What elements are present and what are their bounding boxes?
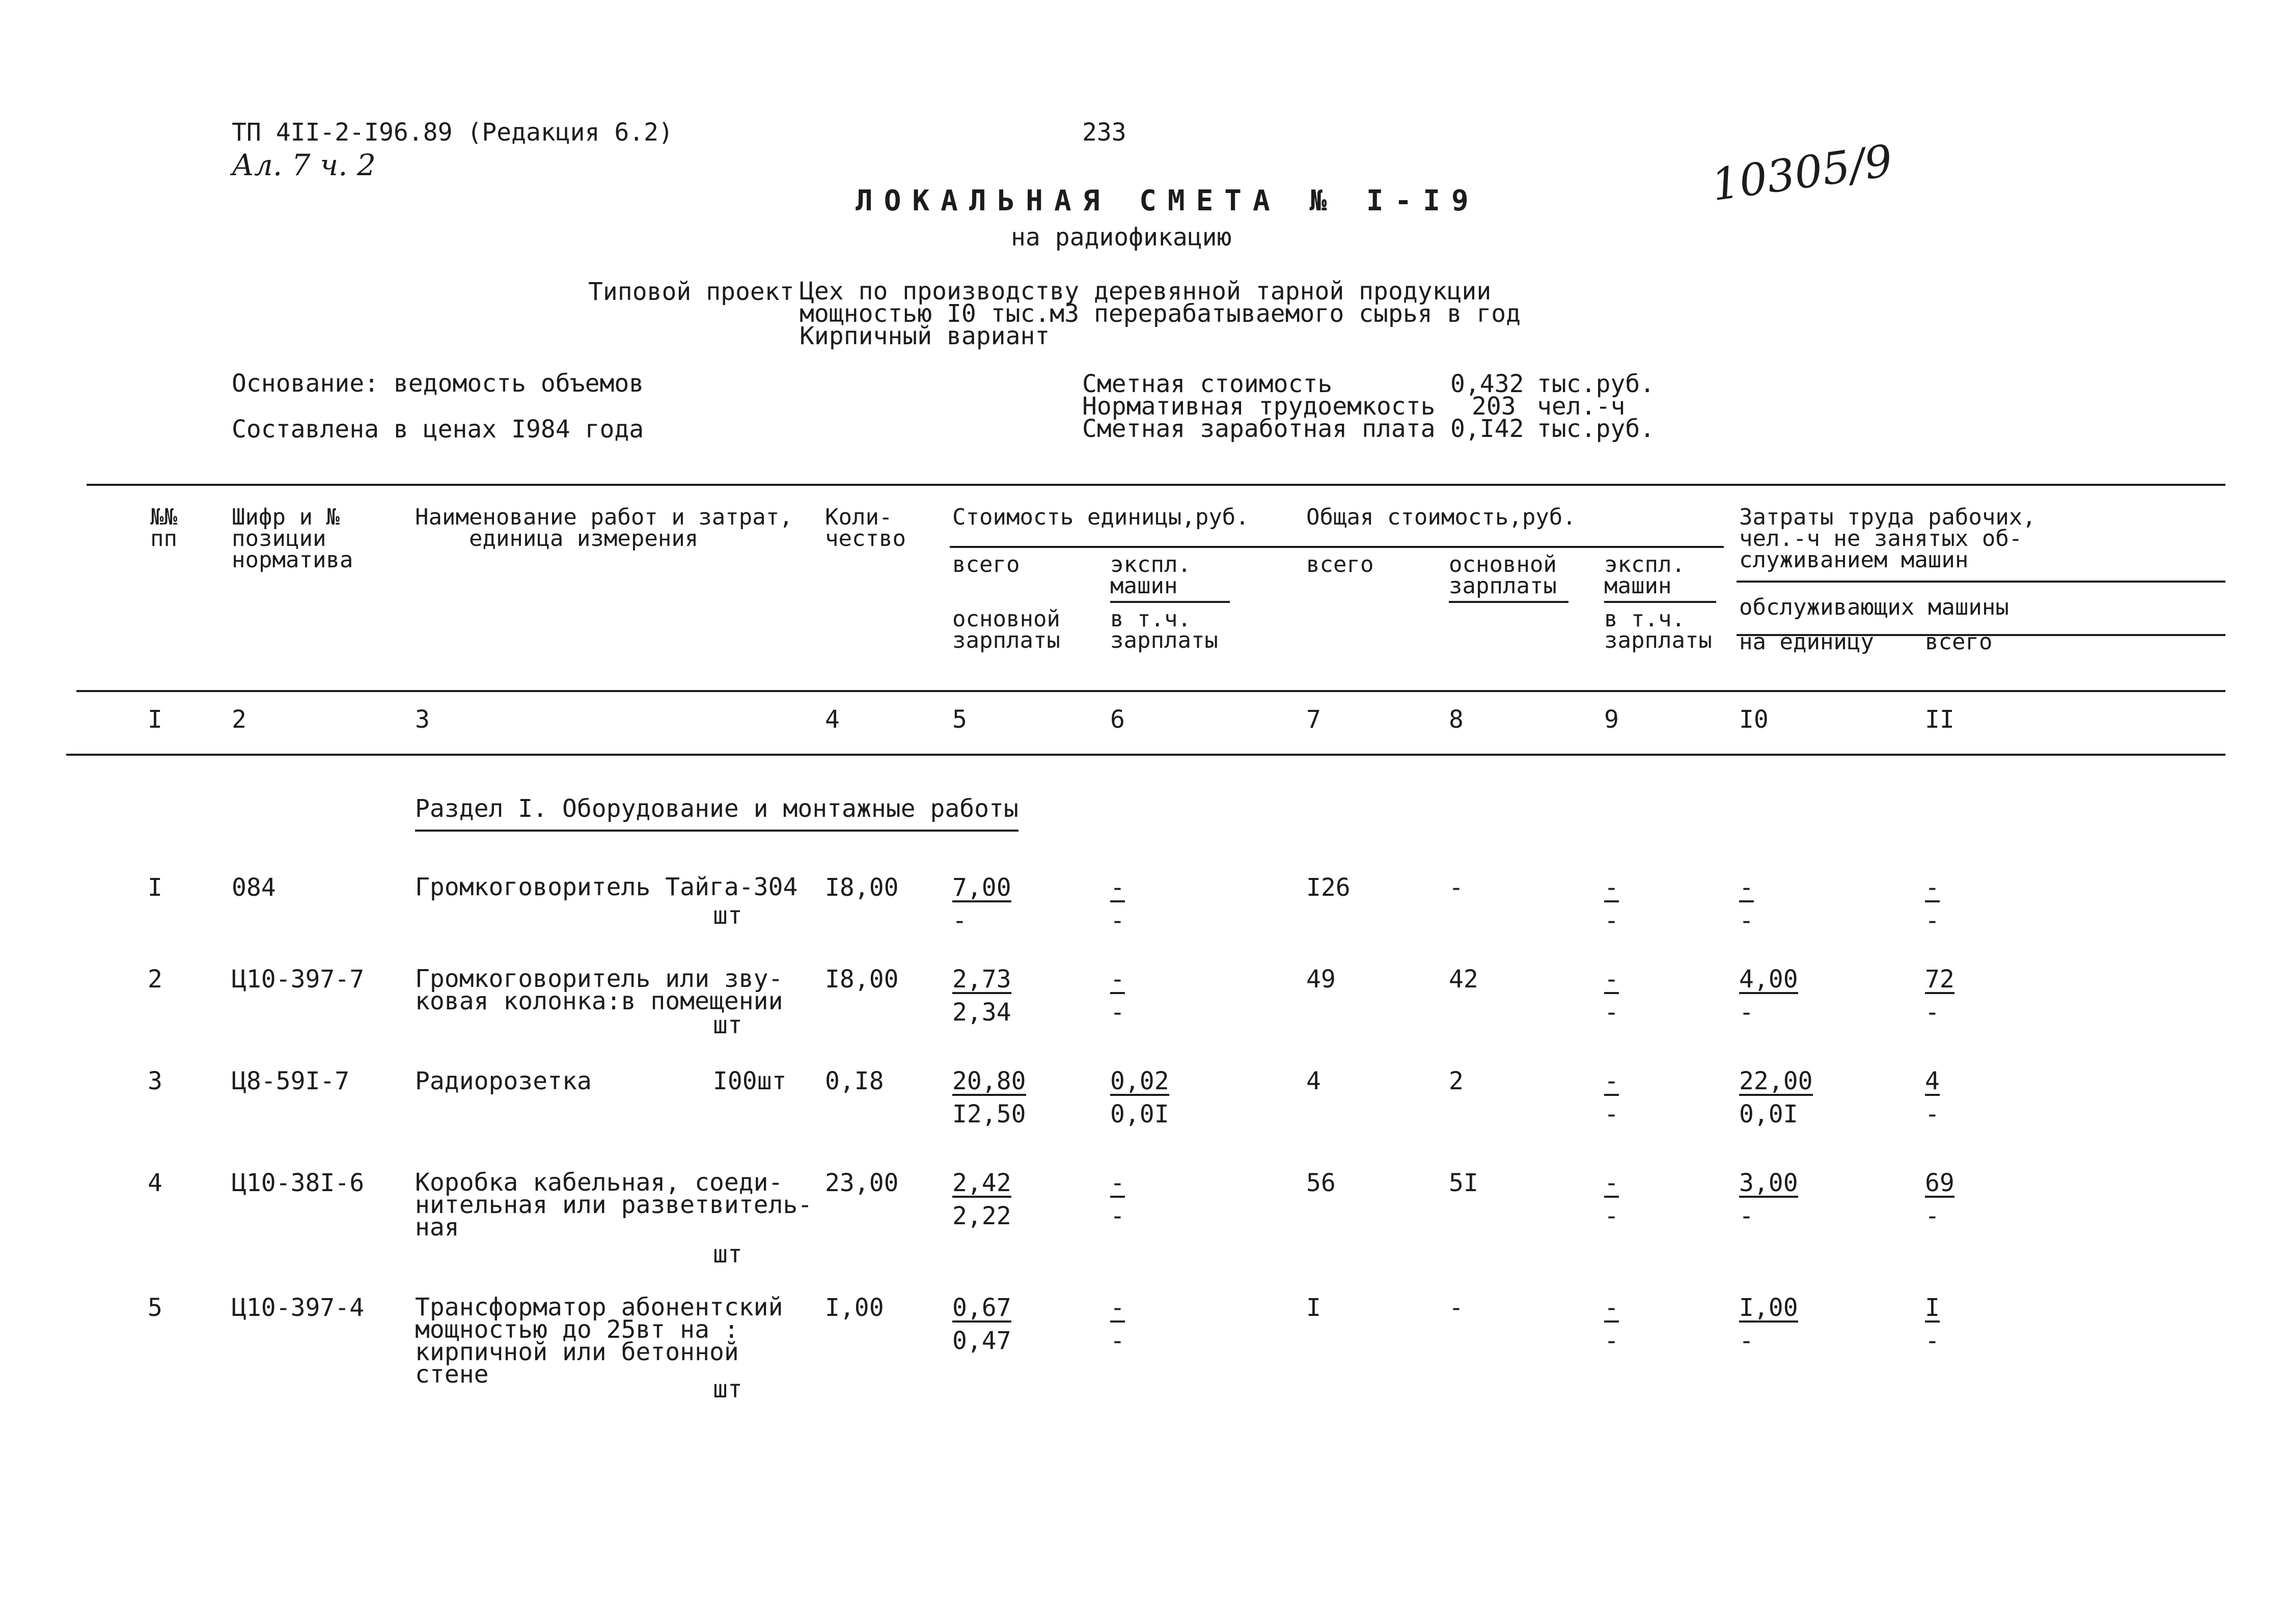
col-header-number: №№ пп: [150, 504, 177, 552]
unit-cost-wage: I2,50: [952, 1100, 1026, 1128]
total-machines-value: -: [1604, 1067, 1619, 1095]
total-wage-underline: [1449, 601, 1568, 603]
labor-per-unit: [1739, 1069, 1813, 1096]
total-machines-value: -: [1604, 1293, 1619, 1322]
total-machines: [1604, 1293, 1619, 1323]
labor-per-unit: [1739, 1293, 1798, 1323]
unit-machine-wage: -: [1110, 1327, 1125, 1355]
summary-value: 203: [1472, 392, 1516, 421]
row-name: Радиорозетка: [415, 1067, 592, 1095]
unit-machine-wage: -: [1110, 906, 1125, 935]
col-header-unit-cost: Стоимость единицы,руб.: [952, 504, 1249, 530]
col-header-unit-machines: экспл. машин: [1110, 552, 1191, 599]
labor-machines-total: -: [1925, 1202, 1940, 1230]
row-quantity: 0,I8: [825, 1067, 884, 1095]
row-name: Коробка кабельная, соеди- нительная или разветвитель- ная: [415, 1168, 813, 1242]
unit-cost-total-value: 2,73: [952, 965, 1011, 994]
col-header-name: Наименование работ и затрат, единица измерения: [415, 504, 793, 552]
handwritten-number: 10305/9: [1708, 135, 1896, 211]
total-machines-value: -: [1604, 873, 1619, 902]
unit-machine-wage: -: [1110, 1202, 1125, 1230]
col-header-code: Шифр и № позиции норматива: [232, 504, 353, 573]
summary-label: Нормативная трудоемкость: [1082, 392, 1436, 421]
total-wage: 2: [1449, 1067, 1464, 1095]
labor-total-value: I: [1925, 1293, 1940, 1322]
total-machines: [1604, 965, 1619, 994]
total-machines-value: -: [1604, 965, 1619, 994]
labor-per-unit: [1739, 873, 1754, 902]
column-number: 2: [232, 705, 246, 734]
unit-cost-wage: 2,34: [952, 998, 1011, 1027]
col-header-unit-total: всего: [952, 552, 1020, 577]
total-machine-wage: -: [1604, 1100, 1619, 1128]
unit-machines: [1110, 965, 1125, 994]
col-header-unit-machine-wage: в т.ч. зарплаты: [1110, 606, 1218, 653]
labor-total: [1925, 873, 1940, 902]
col-header-total-machines: экспл. машин: [1604, 552, 1685, 599]
col-header-labor: Затраты труда рабочих, чел.-ч не занятых об- служиванием машин: [1739, 504, 2036, 573]
total-machines-underline: [1604, 601, 1716, 603]
page-subtitle: на радиофикацию: [1011, 223, 1232, 252]
unit-cost-total: [952, 965, 1011, 994]
row-unit: шт: [713, 1375, 742, 1403]
unit-cost-total: [952, 873, 1011, 902]
unit-machines-value: -: [1110, 873, 1125, 902]
col-header-quantity: Коли- чество: [825, 504, 906, 552]
row-number: 3: [148, 1067, 162, 1095]
unit-machines-value: -: [1110, 1293, 1125, 1322]
col-header-per-unit: на единицу: [1739, 629, 1874, 655]
page-number: 233: [1082, 118, 1126, 147]
labor-machines-per-unit: -: [1739, 998, 1754, 1027]
labor-total-value: 69: [1925, 1169, 1954, 1197]
section-title: [415, 794, 1018, 832]
unit-machines: [1110, 1171, 1125, 1198]
summary-label: Сметная стоимость: [1082, 370, 1333, 398]
row-code: Ц10-38I-6: [232, 1169, 365, 1197]
column-number: I0: [1739, 705, 1769, 734]
col-header-total-wage: основной зарплаты: [1449, 552, 1557, 599]
total-cost: 4: [1306, 1067, 1321, 1095]
labor-machines-per-unit: -: [1739, 906, 1754, 935]
column-number: 6: [1110, 705, 1125, 734]
total-wage: -: [1449, 1293, 1464, 1322]
row-number: 5: [148, 1293, 162, 1322]
column-number: 5: [952, 705, 967, 734]
labor-machines-per-unit: 0,0I: [1739, 1100, 1798, 1128]
total-machines: [1604, 1171, 1619, 1198]
labor-per-unit-value: 3,00: [1739, 1169, 1798, 1197]
row-quantity: I,00: [825, 1293, 884, 1322]
unit-machines-value: -: [1110, 965, 1125, 994]
total-wage: -: [1449, 873, 1464, 902]
unit-cost-total: [952, 1293, 1011, 1323]
row-unit: шт: [713, 1240, 742, 1269]
labor-per-unit-value: I,00: [1739, 1293, 1798, 1322]
labor-machines-per-unit: -: [1739, 1327, 1754, 1355]
row-code: Ц8-59I-7: [232, 1067, 350, 1095]
total-cost: I26: [1306, 873, 1351, 902]
unit-machine-wage: -: [1110, 998, 1125, 1027]
header-bottom-rule: [76, 690, 2225, 692]
col-header-total-machine-wage: в т.ч. зарплаты: [1604, 606, 1712, 653]
total-machine-wage: -: [1604, 1202, 1619, 1230]
labor-total-value: -: [1925, 873, 1940, 902]
labor-total: [1925, 1171, 1954, 1198]
unit-cost-wage: 2,22: [952, 1202, 1011, 1230]
doc-code: ТП 4II-2-I96.89 (Редакция 6.2): [232, 118, 673, 147]
row-unit: I00шт: [713, 1067, 787, 1095]
total-machine-wage: -: [1604, 1327, 1619, 1355]
summary-unit: тыс.руб.: [1537, 370, 1655, 398]
unit-cost-rule: [950, 546, 1724, 548]
unit-machine-wage: 0,0I: [1110, 1100, 1169, 1128]
project-line-1: Цех по производству деревянной тарной продукции: [800, 277, 1492, 306]
total-machine-wage: -: [1604, 998, 1619, 1027]
labor-machines-total: -: [1925, 1100, 1940, 1128]
unit-cost-wage: -: [952, 906, 967, 935]
labor-total-value: 4: [1925, 1067, 1940, 1095]
table-top-rule: [87, 484, 2225, 486]
row-name: Громкоговоритель Тайга-304: [415, 873, 798, 901]
unit-cost-total-value: 0,67: [952, 1293, 1011, 1322]
column-number: 4: [825, 705, 840, 734]
column-number: 7: [1306, 705, 1321, 734]
unit-machines-underline: [1110, 601, 1230, 603]
unit-cost-total-value: 20,80: [952, 1067, 1026, 1095]
labor-machines-total: -: [1925, 1327, 1940, 1355]
column-number: I: [148, 705, 162, 734]
column-number: II: [1925, 705, 1954, 734]
row-unit: шт: [713, 901, 742, 930]
labor-machines-per-unit: -: [1739, 1202, 1754, 1230]
labor-total-value: 72: [1925, 965, 1954, 994]
total-wage: 5I: [1449, 1169, 1478, 1197]
col-header-unit-wage: основной зарплаты: [952, 606, 1060, 653]
row-quantity: I8,00: [825, 965, 899, 994]
labor-per-unit: [1739, 1171, 1798, 1198]
unit-machines: [1110, 1293, 1125, 1323]
prices-text: Составлена в ценах I984 года: [232, 415, 644, 444]
unit-cost-total-value: 7,00: [952, 873, 1011, 902]
project-line-3: Кирпичный вариант: [800, 322, 1050, 350]
summary-value: 0,I42: [1450, 415, 1524, 443]
labor-machines-total: -: [1925, 906, 1940, 935]
section-title-text: Раздел I. Оборудование и монтажные работы: [415, 797, 1018, 832]
unit-machines: [1110, 873, 1125, 902]
project-label: Типовой проект: [588, 278, 794, 306]
summary-value: 0,432: [1450, 370, 1524, 398]
total-cost: 56: [1306, 1169, 1336, 1197]
row-name: Трансформатор абонентский мощностью до 25вт на : кирпичной или бетонной стене: [415, 1293, 783, 1389]
row-code: Ц10-397-4: [232, 1293, 365, 1322]
col-header-total: всего: [1925, 629, 1993, 655]
labor-total: [1925, 965, 1954, 994]
row-number: 4: [148, 1169, 162, 1197]
labor-machines-total: -: [1925, 998, 1940, 1027]
unit-cost-total: [952, 1069, 1026, 1096]
row-quantity: 23,00: [825, 1169, 899, 1197]
summary-unit: чел.-ч: [1537, 392, 1626, 421]
project-line-2: мощностью I0 тыс.м3 перерабатываемого сырья в год: [800, 299, 1521, 328]
unit-cost-total: [952, 1171, 1011, 1198]
unit-cost-total-value: 2,42: [952, 1169, 1011, 1197]
numbers-bottom-rule: [66, 754, 2225, 756]
column-number: 9: [1604, 705, 1619, 734]
unit-machines-value: 0,02: [1110, 1067, 1169, 1095]
row-code: 084: [232, 873, 276, 902]
row-number: 2: [148, 965, 162, 994]
handwritten-sheet-ref: Ал. 7 ч. 2: [232, 148, 376, 182]
unit-machines: [1110, 1069, 1169, 1096]
total-machine-wage: -: [1604, 906, 1619, 935]
unit-machines-value: -: [1110, 1169, 1125, 1197]
row-name: Громкоговоритель или зву- ковая колонка:в помещении: [415, 965, 783, 1015]
summary-label: Сметная заработная плата: [1082, 415, 1436, 443]
labor-rule: [1737, 581, 2225, 583]
total-machines: [1604, 873, 1619, 902]
row-unit: шт: [713, 1011, 742, 1039]
col-header-total-all: всего: [1306, 552, 1374, 577]
column-number: 8: [1449, 705, 1464, 734]
labor-per-unit-value: -: [1739, 873, 1754, 902]
total-cost: 49: [1306, 965, 1336, 994]
page-title: ЛОКАЛЬНАЯ СМЕТА № I-I9: [856, 184, 1480, 217]
row-number: I: [148, 873, 162, 902]
labor-total: [1925, 1069, 1940, 1096]
unit-cost-wage: 0,47: [952, 1327, 1011, 1355]
labor-total: [1925, 1293, 1940, 1323]
row-code: Ц10-397-7: [232, 965, 365, 994]
basis-text: Основание: ведомость объемов: [232, 369, 644, 398]
column-number: 3: [415, 705, 430, 734]
total-machines-value: -: [1604, 1169, 1619, 1197]
labor-per-unit-value: 22,00: [1739, 1067, 1813, 1095]
summary-unit: тыс.руб.: [1537, 415, 1655, 443]
row-quantity: I8,00: [825, 873, 899, 902]
total-machines: [1604, 1069, 1619, 1096]
col-header-labor-machines: обслуживающих машины: [1739, 594, 2009, 620]
total-wage: 42: [1449, 965, 1478, 994]
labor-per-unit: [1739, 965, 1798, 994]
labor-per-unit-value: 4,00: [1739, 965, 1798, 994]
col-header-total-cost: Общая стоимость,руб.: [1306, 504, 1576, 530]
total-cost: I: [1306, 1293, 1321, 1322]
